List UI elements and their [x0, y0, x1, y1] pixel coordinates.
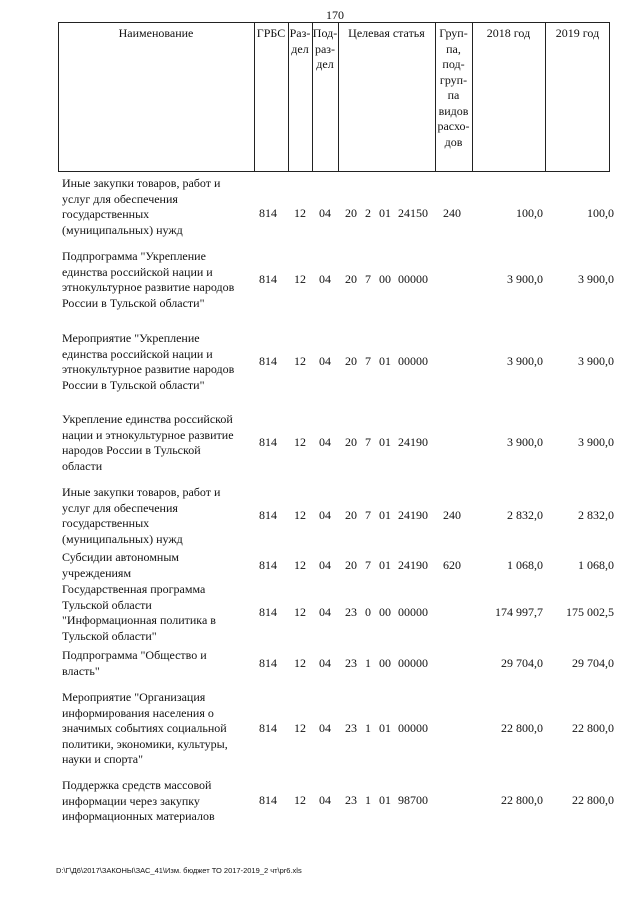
podrazdel-cell: 04 [319, 558, 331, 572]
header-expense-group: Груп- па, под- груп- па видов расхо- дов [437, 26, 470, 149]
razdel-cell: 12 [294, 721, 306, 735]
row-name: Иные закупки товаров, работ и услуг для обеспечения государственных (муниципальных) нужд [62, 485, 221, 546]
row-name: Поддержка средств массовой информации через закупку информационных материалов [62, 778, 215, 823]
header-year-2019: 2019 год [555, 26, 600, 40]
podrazdel-cell: 04 [319, 721, 331, 735]
expense-group-cell: 620 [443, 558, 461, 572]
target-program-cell: 23 [345, 721, 357, 735]
target-direction-cell: 00000 [398, 721, 428, 735]
razdel-cell: 12 [294, 508, 306, 522]
podrazdel-cell: 04 [319, 508, 331, 522]
expense-group-cell: 240 [443, 508, 461, 522]
amount-2018-cell: 2 832,0 [507, 508, 543, 522]
target-program-cell: 20 [345, 272, 357, 286]
target-event-cell: 00 [379, 605, 391, 619]
target-event-cell: 01 [379, 206, 391, 220]
grbs-cell: 814 [259, 272, 277, 286]
target-event-cell: 01 [379, 435, 391, 449]
target-event-cell: 00 [379, 656, 391, 670]
page-number: 170 [326, 8, 344, 22]
target-subprogram-cell: 7 [365, 272, 371, 286]
grbs-cell: 814 [259, 605, 277, 619]
target-program-cell: 20 [345, 435, 357, 449]
amount-2018-cell: 3 900,0 [507, 435, 543, 449]
target-program-cell: 23 [345, 656, 357, 670]
target-direction-cell: 24190 [398, 435, 428, 449]
grbs-cell: 814 [259, 435, 277, 449]
column-divider [545, 22, 546, 172]
target-subprogram-cell: 2 [365, 206, 371, 220]
target-subprogram-cell: 1 [365, 721, 371, 735]
podrazdel-cell: 04 [319, 656, 331, 670]
target-program-cell: 23 [345, 605, 357, 619]
amount-2018-cell: 100,0 [516, 206, 543, 220]
row-name: Подпрограмма "Укрепление единства российской нации и этнокультурное развитие народов России в Тульской области" [62, 249, 235, 310]
target-subprogram-cell: 1 [365, 656, 371, 670]
razdel-cell: 12 [294, 206, 306, 220]
header-name: Наименование [118, 26, 194, 40]
row-name: Мероприятие "Укрепление единства российской нации и этнокультурное развитие народов России в Тульской области" [62, 331, 235, 392]
grbs-cell: 814 [259, 206, 277, 220]
amount-2019-cell: 175 002,5 [566, 605, 614, 619]
grbs-cell: 814 [259, 508, 277, 522]
target-direction-cell: 00000 [398, 605, 428, 619]
razdel-cell: 12 [294, 272, 306, 286]
target-program-cell: 23 [345, 793, 357, 807]
header-razdel: Раз- дел [289, 26, 311, 56]
target-program-cell: 20 [345, 508, 357, 522]
target-event-cell: 00 [379, 272, 391, 286]
target-direction-cell: 24190 [398, 558, 428, 572]
target-direction-cell: 98700 [398, 793, 428, 807]
row-name: Субсидии автономным учреждениям [62, 550, 179, 580]
target-subprogram-cell: 7 [365, 558, 371, 572]
target-direction-cell: 00000 [398, 354, 428, 368]
target-event-cell: 01 [379, 558, 391, 572]
podrazdel-cell: 04 [319, 435, 331, 449]
amount-2019-cell: 2 832,0 [578, 508, 614, 522]
target-subprogram-cell: 0 [365, 605, 371, 619]
target-direction-cell: 00000 [398, 272, 428, 286]
target-program-cell: 20 [345, 206, 357, 220]
amount-2019-cell: 3 900,0 [578, 272, 614, 286]
amount-2019-cell: 3 900,0 [578, 354, 614, 368]
amount-2019-cell: 29 704,0 [572, 656, 614, 670]
target-event-cell: 01 [379, 354, 391, 368]
header-grbs: ГРБС [256, 26, 286, 40]
target-direction-cell: 24150 [398, 206, 428, 220]
razdel-cell: 12 [294, 558, 306, 572]
amount-2018-cell: 174 997,7 [495, 605, 543, 619]
amount-2018-cell: 1 068,0 [507, 558, 543, 572]
amount-2019-cell: 3 900,0 [578, 435, 614, 449]
podrazdel-cell: 04 [319, 206, 331, 220]
grbs-cell: 814 [259, 656, 277, 670]
podrazdel-cell: 04 [319, 793, 331, 807]
grbs-cell: 814 [259, 721, 277, 735]
podrazdel-cell: 04 [319, 272, 331, 286]
amount-2018-cell: 22 800,0 [501, 721, 543, 735]
header-year-2018: 2018 год [486, 26, 531, 40]
row-name: Иные закупки товаров, работ и услуг для обеспечения государственных (муниципальных) нужд [62, 176, 221, 237]
target-direction-cell: 00000 [398, 656, 428, 670]
row-name: Государственная программа Тульской области "Информационная политика в Тульской области" [62, 582, 216, 643]
target-event-cell: 01 [379, 721, 391, 735]
amount-2019-cell: 1 068,0 [578, 558, 614, 572]
target-subprogram-cell: 1 [365, 793, 371, 807]
target-event-cell: 01 [379, 793, 391, 807]
amount-2019-cell: 22 800,0 [572, 721, 614, 735]
target-program-cell: 20 [345, 354, 357, 368]
amount-2018-cell: 29 704,0 [501, 656, 543, 670]
grbs-cell: 814 [259, 354, 277, 368]
row-name: Подпрограмма "Общество и власть" [62, 648, 207, 678]
file-path-footer: D:\Г\Д6\2017\ЗАКОНЫ\ЗАС_41\Изм. бюджет ТО 2017-2019_2 чт\pr6.xls [56, 866, 302, 875]
target-subprogram-cell: 7 [365, 354, 371, 368]
amount-2018-cell: 3 900,0 [507, 354, 543, 368]
amount-2019-cell: 22 800,0 [572, 793, 614, 807]
razdel-cell: 12 [294, 435, 306, 449]
expense-group-cell: 240 [443, 206, 461, 220]
razdel-cell: 12 [294, 354, 306, 368]
target-program-cell: 20 [345, 558, 357, 572]
row-name: Укрепление единства российской нации и этнокультурное развитие народов России в Тульской области [62, 412, 234, 473]
razdel-cell: 12 [294, 605, 306, 619]
column-divider [338, 22, 339, 172]
target-direction-cell: 24190 [398, 508, 428, 522]
podrazdel-cell: 04 [319, 605, 331, 619]
amount-2019-cell: 100,0 [587, 206, 614, 220]
target-subprogram-cell: 7 [365, 508, 371, 522]
header-target-article: Целевая статья [348, 26, 425, 40]
column-divider [254, 22, 255, 172]
razdel-cell: 12 [294, 656, 306, 670]
header-podrazdel: Под- раз- дел [312, 26, 338, 71]
amount-2018-cell: 22 800,0 [501, 793, 543, 807]
razdel-cell: 12 [294, 793, 306, 807]
target-subprogram-cell: 7 [365, 435, 371, 449]
column-divider [472, 22, 473, 172]
amount-2018-cell: 3 900,0 [507, 272, 543, 286]
podrazdel-cell: 04 [319, 354, 331, 368]
target-event-cell: 01 [379, 508, 391, 522]
grbs-cell: 814 [259, 793, 277, 807]
grbs-cell: 814 [259, 558, 277, 572]
row-name: Мероприятие "Организация информирования населения о значимых событиях социальной политики, экономики, культуры, науки и спорта" [62, 690, 228, 766]
